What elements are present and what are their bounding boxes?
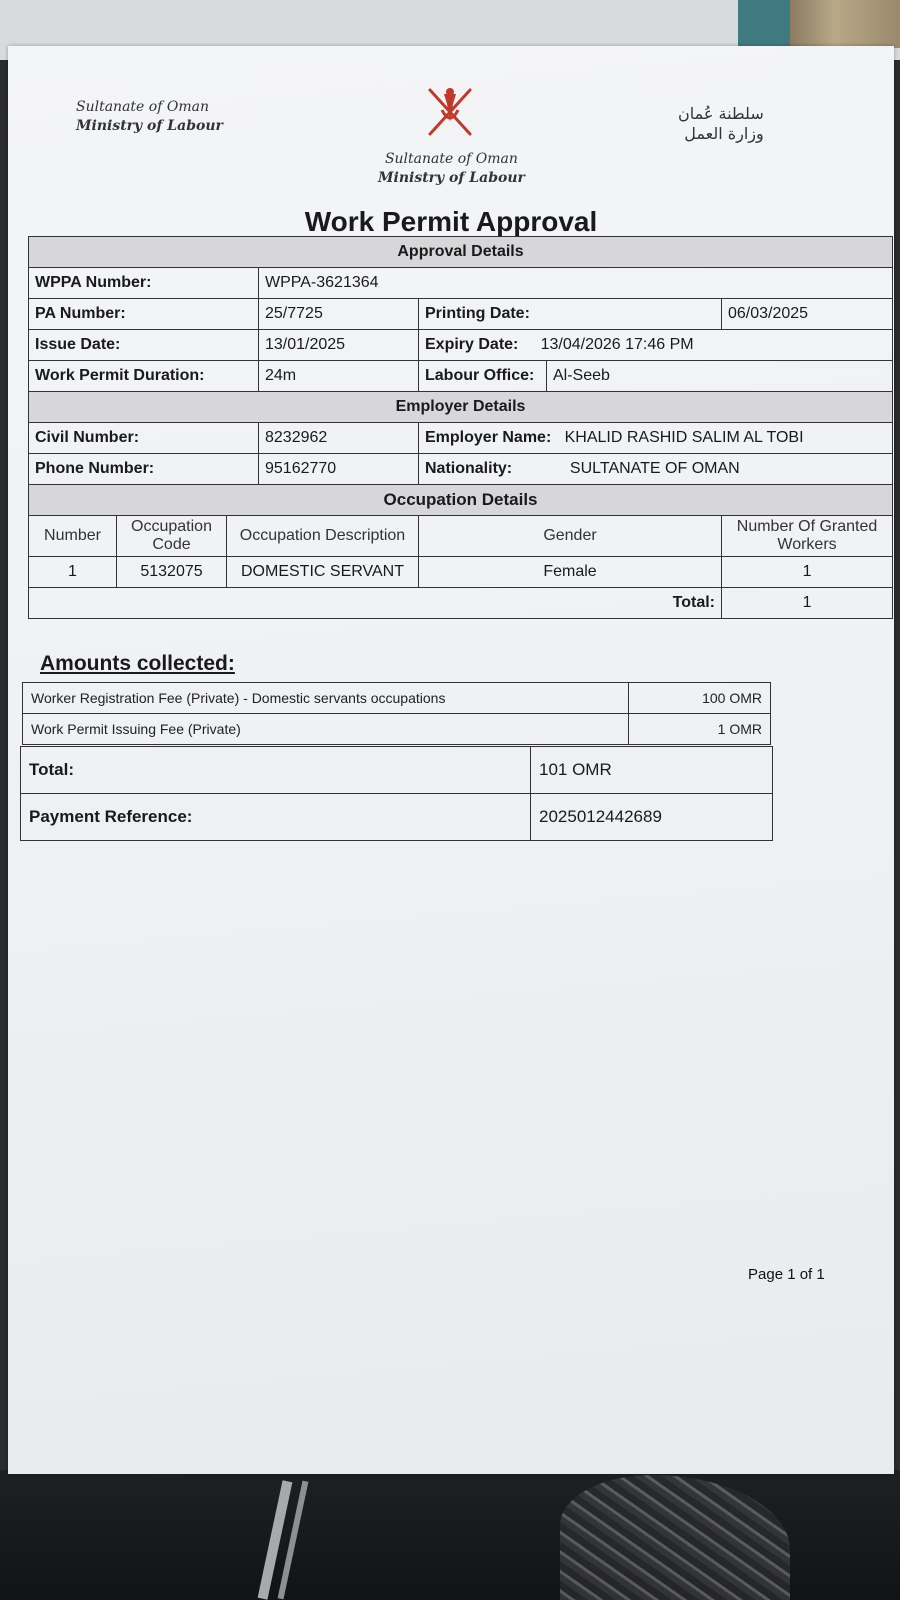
row-occupation-description: DOMESTIC SERVANT [227,557,419,588]
printing-date-value: 06/03/2025 [722,299,893,330]
labour-office-label: Labour Office: [419,361,547,392]
labour-office-value: Al-Seeb [547,361,893,392]
summary-table [20,746,773,841]
ministry-line1: Sultanate of Oman [76,99,209,115]
civil-number-label: Civil Number: [29,423,259,454]
background-object [738,0,790,46]
approval-table [28,236,893,619]
fee-amount: 100 OMR [629,683,771,714]
table-row [29,557,893,588]
page-number: Page 1 of 1 [748,1266,825,1283]
civil-number-value: 8232962 [259,423,419,454]
duration-label: Work Permit Duration: [29,361,259,392]
oman-khanjar-emblem-icon [420,82,480,142]
nationality-label: Nationality: [425,460,513,477]
document-title: Work Permit Approval [304,206,598,237]
fee-row [23,714,771,745]
expiry-date-value: 13/04/2026 17:46 PM [540,336,694,353]
ministry-line2: Ministry of Labour [378,170,525,186]
ministry-header-arabic [678,104,764,144]
wppa-value: WPPA-3621364 [259,268,893,299]
section-occupation-details: Occupation Details [29,485,893,516]
fee-amount: 1 OMR [629,714,771,745]
phone-number-value: 95162770 [259,454,419,485]
row-granted-workers: 1 [722,557,893,588]
payment-reference-label: Payment Reference: [21,794,531,841]
fees-table [22,682,771,745]
col-number: Number [29,516,117,557]
phone-number-label: Phone Number: [29,454,259,485]
payment-reference-value: 2025012442689 [531,794,773,841]
ministry-header-center [378,150,525,188]
document-page [8,46,894,1474]
amounts-collected-heading: Amounts collected: [40,652,235,675]
arabic-line2: وزارة العمل [684,124,764,143]
arabic-line1: سلطنة عُمان [678,104,764,123]
expiry-date-label: Expiry Date: [425,336,519,353]
row-occupation-code: 5132075 [117,557,227,588]
col-occupation-description: Occupation Description [227,516,419,557]
row-number: 1 [29,557,117,588]
fee-label: Work Permit Issuing Fee (Private) [23,714,629,745]
printing-date-label: Printing Date: [419,299,722,330]
col-gender: Gender [419,516,722,557]
fee-row [23,683,771,714]
issue-date-label: Issue Date: [29,330,259,361]
pa-value: 25/7725 [259,299,419,330]
row-gender: Female [419,557,722,588]
nationality-cell [419,454,893,485]
employer-name-cell [419,423,893,454]
col-occupation-code: Occupation Code [117,516,227,557]
section-employer-details: Employer Details [29,392,893,423]
duration-value: 24m [259,361,419,392]
amount-total-label: Total: [21,747,531,794]
issue-date-value: 13/01/2025 [259,330,419,361]
nationality-value: SULTANATE OF OMAN [569,460,740,477]
occupation-total-label: Total: [29,588,722,619]
col-granted-workers: Number Of Granted Workers [722,516,893,557]
pa-label: PA Number: [29,299,259,330]
wppa-label: WPPA Number: [29,268,259,299]
fee-label: Worker Registration Fee (Private) - Domestic servants occupations [23,683,629,714]
background-wood [790,0,900,48]
amount-total-value: 101 OMR [531,747,773,794]
ministry-line1: Sultanate of Oman [384,151,518,167]
employer-name-value: KHALID RASHID SALIM AL TOBI [564,429,804,446]
ministry-line2: Ministry of Labour [76,118,223,134]
occupation-total-value: 1 [722,588,893,619]
expiry-cell [419,330,893,361]
ministry-header-left [76,98,223,136]
employer-name-label: Employer Name: [425,429,552,446]
section-approval-details: Approval Details [29,237,893,268]
